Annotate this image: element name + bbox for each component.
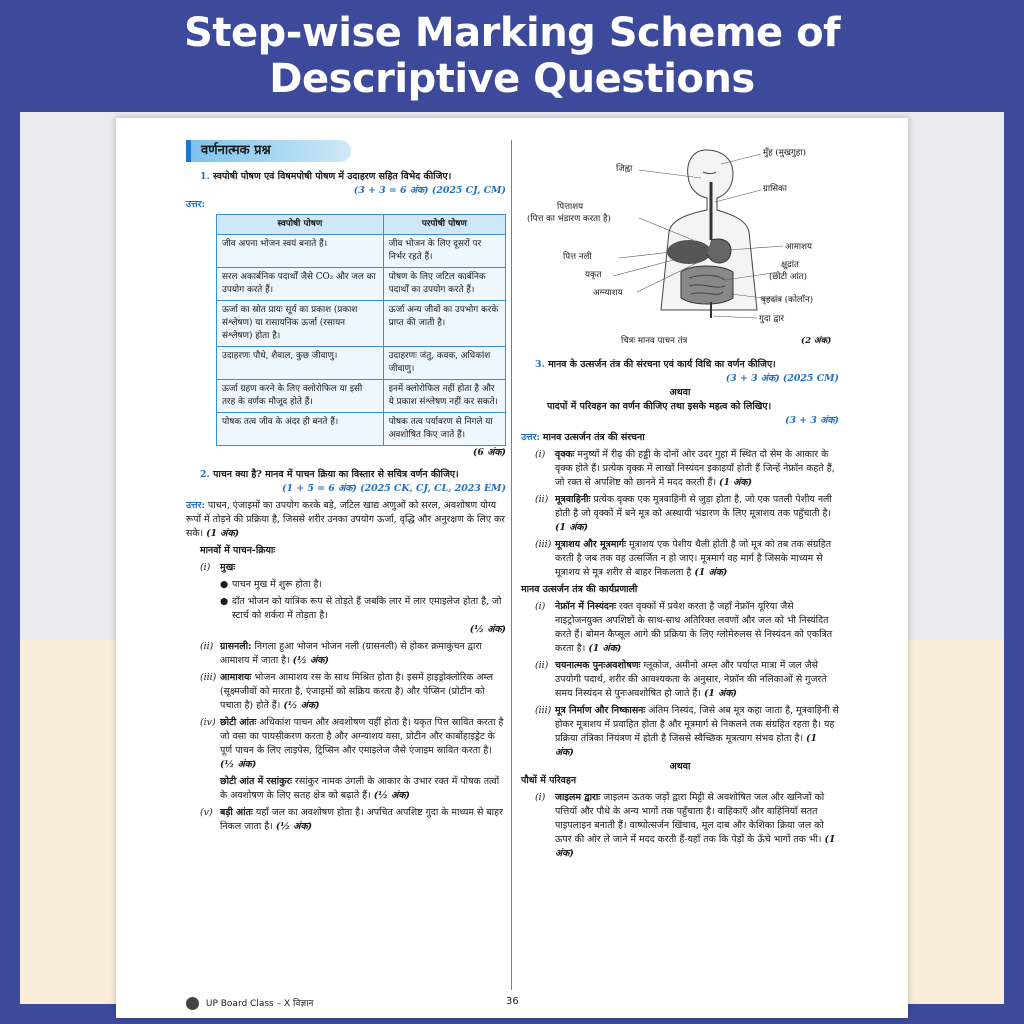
item-label: (i): [535, 449, 546, 460]
item-marks: (½ अंक): [275, 821, 313, 832]
question-number: 1.: [200, 171, 210, 182]
item-title: मूत्रवाहिनीः: [555, 494, 591, 505]
question-marks: (1 + 5 = 6 अंक) (2025 CK, CJ, CL, 2023 EM): [282, 483, 506, 494]
figure-label: बृहदांत्र (कोलॉन): [761, 295, 814, 305]
table-cell: उदाहरणः जंतु, कवक, अधिकांश जीवाणु।: [383, 347, 505, 380]
figure-label: पित्त नली: [563, 252, 592, 262]
publisher-logo-icon: [186, 997, 199, 1010]
item-text: यहाँ जल का अवशोषण होता है। अपचित अपशिष्ट गुदा के माध्यम से बाहर निकल जाता है।: [220, 807, 503, 832]
item-marks: (½ अंक): [292, 655, 329, 666]
item-text: अंतिम निस्यंद, जिसे अब मूत्र कहा जाता है, मूत्रवाहिनी से होकर मूत्राशय में प्रवाहित होता है और मूत्रमार्ग से निकलने तक संग्रहित रहता है। यह प्रक्रिया तंत्रिका नियंत्रण में होती है जिससे स्वैच्छिक मूत्रत्याग संभव होता है।: [555, 705, 839, 744]
alt-question-marks: (3 + 3 अंक): [785, 415, 839, 426]
table-cell: जीव अपना भोजन स्वयं बनाते हैं।: [217, 235, 384, 268]
item-title: ग्रासनली:: [220, 641, 252, 652]
item-title: छोटी आंत में रसांकुरः: [220, 776, 293, 787]
item-text: मनुष्यों में रीढ़ की हड्डी के दोनों ओर उदर गुहा में स्थित दो सेम के आकार के वृक्क होते हैं। प्रत्येक वृक्क में लाखों निस्यंदन इकाइयाँ होती हैं जिन्हें नेफ्रॉन कहते हैं, जो रक्त से अपशिष्ट को छानने में मदद करती हैं।: [555, 449, 835, 488]
question-number: 2.: [200, 469, 210, 480]
list-item: [521, 659, 839, 701]
table-row: [217, 413, 506, 446]
question-1: [186, 170, 506, 184]
item-title: मूत्राशय और मूत्रमार्गः: [555, 539, 626, 550]
column-divider: [511, 140, 512, 990]
item-title: आमाशयः: [220, 672, 252, 683]
figure-label: ग्रासिका: [763, 184, 787, 194]
sub-heading: मानवों में पाचन-क्रियाः: [200, 545, 276, 556]
item-marks: (1 अंक): [694, 567, 728, 578]
item-label: (i): [535, 601, 546, 612]
item-label: (ii): [535, 494, 549, 505]
table-cell: पोषक तत्व जीव के अंदर ही बनते हैं।: [217, 413, 384, 446]
list-item: [521, 704, 839, 760]
sub-heading: पौधों में परिवहन: [521, 775, 577, 786]
item-label: (i): [535, 792, 546, 803]
table-cell: पोषण के लिए जटिल कार्बनिक पदार्थों का उपयोग करते हैं।: [383, 268, 505, 301]
bullet-item: [186, 578, 506, 592]
item-title: चयनात्मक पुनःअवशोषणः: [555, 660, 641, 671]
question-text: मानव के उत्सर्जन तंत्र की संरचना एवं कार्य विधि का वर्णन कीजिए।: [548, 359, 776, 370]
item-label: (iii): [535, 539, 552, 550]
item-marks: (1 अंक): [555, 834, 836, 859]
item-marks: (1 अंक): [588, 643, 622, 654]
question-2: [186, 468, 506, 482]
item-title: नेफ्रॉन में निस्यंदनः: [555, 601, 616, 612]
table-row: [217, 347, 506, 380]
item-marks: (½ अंक): [283, 700, 320, 711]
table-cell: जीव भोजन के लिए दूसरों पर निर्भर रहते हैं।: [383, 235, 505, 268]
villi-paragraph: [186, 775, 506, 803]
or-separator: अथवा: [669, 387, 691, 398]
table-cell: पोषक तत्व पर्यावरण से निगले या अवशोषित किए जाते हैं।: [383, 413, 505, 446]
table-row: [217, 380, 506, 413]
answer-heading: मानव उत्सर्जन तंत्र की संरचना: [542, 432, 645, 443]
figure-label: गुदा द्वार: [759, 314, 785, 324]
item-text: अधिकांश पाचन और अवशोषण यहीं होता है। यकृत पित्त स्रावित करता है जो वसा का पायसीकरण करता है और अग्न्याशय वसा, प्रोटीन और कार्बोहाइड्रेट के पूर्ण पाचन के लिए लाइपेस, ट्रिप्सिन और एमाइलेज जैसे एंजाइम स्रावित करता है।: [220, 717, 504, 756]
table-row: [217, 301, 506, 347]
table-cell: इनमें क्लोरोफिल नहीं होता है और ये प्रकाश संश्लेषण नहीं कर सकते।: [383, 380, 505, 413]
alt-question-text: पादपों में परिवहन का वर्णन कीजिए तथा इसके महत्व को लिखिए।: [547, 401, 772, 412]
item-label: (ii): [200, 641, 214, 652]
answer-label: उत्तर:: [186, 199, 205, 210]
item-title: जाइलम द्वाराः: [555, 792, 601, 803]
list-item: [521, 600, 839, 656]
page-banner: [0, 0, 1024, 112]
answer-text: पाचन, एंजाइमों का उपयोग करके बड़े, जटिल खाद्य अणुओं को सरल, अवशोषण योग्य रूपों में तोड़ने की प्रक्रिया है, जिससे शरीर उनका उपयोग ऊर्जा, वृद्धि और अनुरक्षण के लिए कर सके।: [186, 500, 506, 539]
table-row: [217, 268, 506, 301]
item-marks: (½ अंक): [373, 790, 410, 801]
item-label: (ii): [535, 660, 549, 671]
figure-label: मुँह (मुखगुहा): [763, 148, 806, 158]
item-text: रसांकुर नामक उंगली के आकार के उभार रक्त में पोषक तत्वों के अवशोषण के लिए सतह क्षेत्र को बढ़ाते हैं।: [220, 776, 500, 801]
question-3: [521, 358, 839, 372]
list-item: [521, 448, 839, 490]
item-label: (iii): [200, 672, 217, 683]
left-column: [186, 140, 506, 834]
item-label: (v): [200, 807, 213, 818]
item-title: मुखः: [220, 562, 236, 573]
item-title: वृक्कः: [555, 449, 575, 460]
list-item: [186, 561, 506, 575]
question-text: पाचन क्या है? मानव में पाचन क्रिया का विस्तार से सचित्र वर्णन कीजिए।: [213, 469, 459, 480]
table-cell: उदाहरणः पौधे, शैवाल, कुछ जीवाणु।: [217, 347, 384, 380]
item-marks: (1 अंक): [719, 477, 753, 488]
figure-label: क्षुद्रांत: [781, 260, 799, 270]
banner-title-line1: Step-wise Marking Scheme of: [184, 10, 840, 56]
question-text: स्वपोषी पोषण एवं विषमपोषी पोषण में उदाहरण सहित विभेद कीजिए।: [213, 171, 452, 182]
bullet-text: पाचन मुख में शुरू होता है।: [232, 579, 323, 590]
question-marks: (3 + 3 = 6 अंक) (2025 CJ, CM): [353, 185, 506, 196]
item-text: प्रत्येक वृक्क एक मूत्रवाहिनी से जुड़ा होता है, जो एक पतली पेशीय नली होती है जो वृक्कों में बने मूत्र को अस्थायी भंडारण के लिए मूत्राशय तक पहुँचाती है।: [555, 494, 832, 519]
book-page: [116, 118, 908, 1018]
comparison-table: [216, 214, 506, 446]
item-marks: (½ अंक): [220, 759, 257, 770]
background-side-left: [0, 112, 20, 1024]
answer-marks: (1 अंक): [206, 528, 240, 539]
figure-marks: (2 अंक): [801, 336, 832, 346]
figure-label: (पित्त का भंडारण करता है): [527, 214, 611, 224]
page-footer: [186, 996, 846, 1010]
table-row: [217, 235, 506, 268]
list-item: [186, 806, 506, 834]
item-marks: (½ अंक): [469, 624, 506, 635]
figure-label: अग्न्याशय: [593, 288, 623, 298]
item-label: (i): [200, 562, 211, 573]
list-item: [186, 640, 506, 668]
table-cell: ऊर्जा का स्रोत प्रायः सूर्य का प्रकाश (प्रकाश संश्लेषण) या रासायनिक ऊर्जा (रसायन संश्लेषण) होता है।: [217, 301, 384, 347]
list-item: [521, 493, 839, 535]
table-cell: ऊर्जा ग्रहण करने के लिए क्लोरोफिल या इसी तरह के वर्णक मौजूद होते हैं।: [217, 380, 384, 413]
figure-label: जिह्वा: [616, 164, 633, 174]
item-text: जाइलम ऊतक जड़ों द्वारा मिट्टी से अवशोषित जल और खनिजों को पत्तियों और पौधे के अन्य भागों तक पहुँचाता है। वाहिकाएँ और वाहिनियाँ सतत पाइपलाइन बनाती हैं। वाष्पोत्सर्जन खिंचाव, मूल दाब और केशिका क्रिया जल को ऊपर की ओर ले जाने में मदद करती हैं-यहाँ तक कि पेड़ों के ऊँचे भागों तक भी।: [555, 792, 825, 845]
right-column: [521, 140, 839, 861]
figure-label: (छोटी आंत): [769, 272, 807, 282]
table-header: स्वपोषी पोषण: [217, 215, 384, 235]
bullet-text: दाँत भोजन को यांत्रिक रूप से तोड़ते हैं जबकि लार में लार एमाइलेज होता है, जो स्टार्च को शर्करा में तोड़ता है।: [232, 596, 502, 621]
question-marks: (3 + 3 अंक) (2025 CM): [725, 373, 839, 384]
section-heading: वर्णनात्मक प्रश्न: [186, 140, 351, 162]
item-marks: (1 अंक): [703, 688, 737, 699]
item-text: मूत्राशय एक पेशीय थैली होती है जो मूत्र को तब तक संग्रहित करती है जब तक वह उत्सर्जित न हो जाए। मूत्रमार्ग वह मार्ग है जिसके माध्यम से मूत्राशय से मूत्र शरीर से बाहर निकलता है: [555, 539, 832, 578]
banner-title-line2: Descriptive Questions: [269, 56, 755, 102]
page-number: 36: [506, 996, 519, 1007]
list-item: [521, 791, 839, 861]
figure-caption: चित्रः मानव पाचन तंत्र: [621, 336, 688, 346]
item-text: ग्लूकोज, अमीनो अम्ल और पर्याप्त मात्रा में जल जैसे उपयोगी पदार्थ, शरीर की आवश्यकता के अनुसार, नेफ्रॉन की नलिकाओं से गुजरते समय निस्यंदन से पुनःअवशोषित हो जाते हैं।: [555, 660, 827, 699]
figure-label: पित्ताशय: [557, 202, 584, 212]
item-title: मूत्र निर्माण और निष्कासनः: [555, 705, 646, 716]
item-text: निगला हुआ भोजन भोजन नली (ग्रासनली) से होकर क्रमाकुंचन द्वारा आमाशय में जाता है।: [220, 641, 482, 666]
item-label: (iv): [200, 717, 216, 728]
table-cell: ऊर्जा अन्य जीवों का उपभोग करके प्राप्त की जाती है।: [383, 301, 505, 347]
figure-label: आमाशय: [785, 242, 812, 252]
table-header: परपोषी पोषण: [383, 215, 505, 235]
item-title: बड़ी आंतः: [220, 807, 253, 818]
bullet-item: [186, 595, 506, 623]
or-separator: अथवा: [669, 761, 691, 772]
footer-book-title: UP Board Class – X विज्ञान: [205, 999, 314, 1009]
table-cell: सरल अकार्बनिक पदार्थों जैसे CO₂ और जल का उपयोग करते हैं।: [217, 268, 384, 301]
list-item: [186, 671, 506, 713]
digestive-system-figure: [521, 140, 839, 350]
item-text: रक्त वृक्कों में प्रवेश करता है जहाँ नेफ्रॉन यूरिया जैसे नाइट्रोजनयुक्त अपशिष्टों के साथ-साथ अतिरिक्त लवणों और जल को भी निस्यंदित करते हैं। बोमन कैप्सूल आगे की प्रक्रिया के लिए ग्लोमेरुलस से निस्यंदन को एकत्रित करता है।: [555, 601, 833, 654]
answer-label: उत्तर:: [521, 432, 540, 443]
bullet-icon: ●: [220, 596, 229, 607]
item-text: भोजन आमाशय रस के साथ मिश्रित होता है। इसमें हाइड्रोक्लोरिक अम्ल (सूक्ष्मजीवों को मारता है, एंजाइमों को सक्रिय करता है) और पेप्सिन (प्रोटीन को पचाता है) होते हैं।: [220, 672, 493, 711]
item-label: (iii): [535, 705, 552, 716]
item-marks: (1 अंक): [555, 733, 817, 758]
list-item: [521, 538, 839, 580]
background-side-right: [1004, 112, 1024, 1024]
list-item: [186, 716, 506, 772]
answer-paragraph: [186, 499, 506, 541]
bullet-icon: ●: [220, 579, 229, 590]
table-marks: (6 अंक): [472, 447, 506, 458]
question-number: 3.: [535, 359, 545, 370]
item-marks: (1 अंक): [555, 522, 589, 533]
figure-label: यकृत: [585, 270, 602, 280]
sub-heading: मानव उत्सर्जन तंत्र की कार्यप्रणाली: [521, 584, 638, 595]
item-title: छोटी आंतः: [220, 717, 257, 728]
answer-label: उत्तर:: [186, 500, 205, 511]
